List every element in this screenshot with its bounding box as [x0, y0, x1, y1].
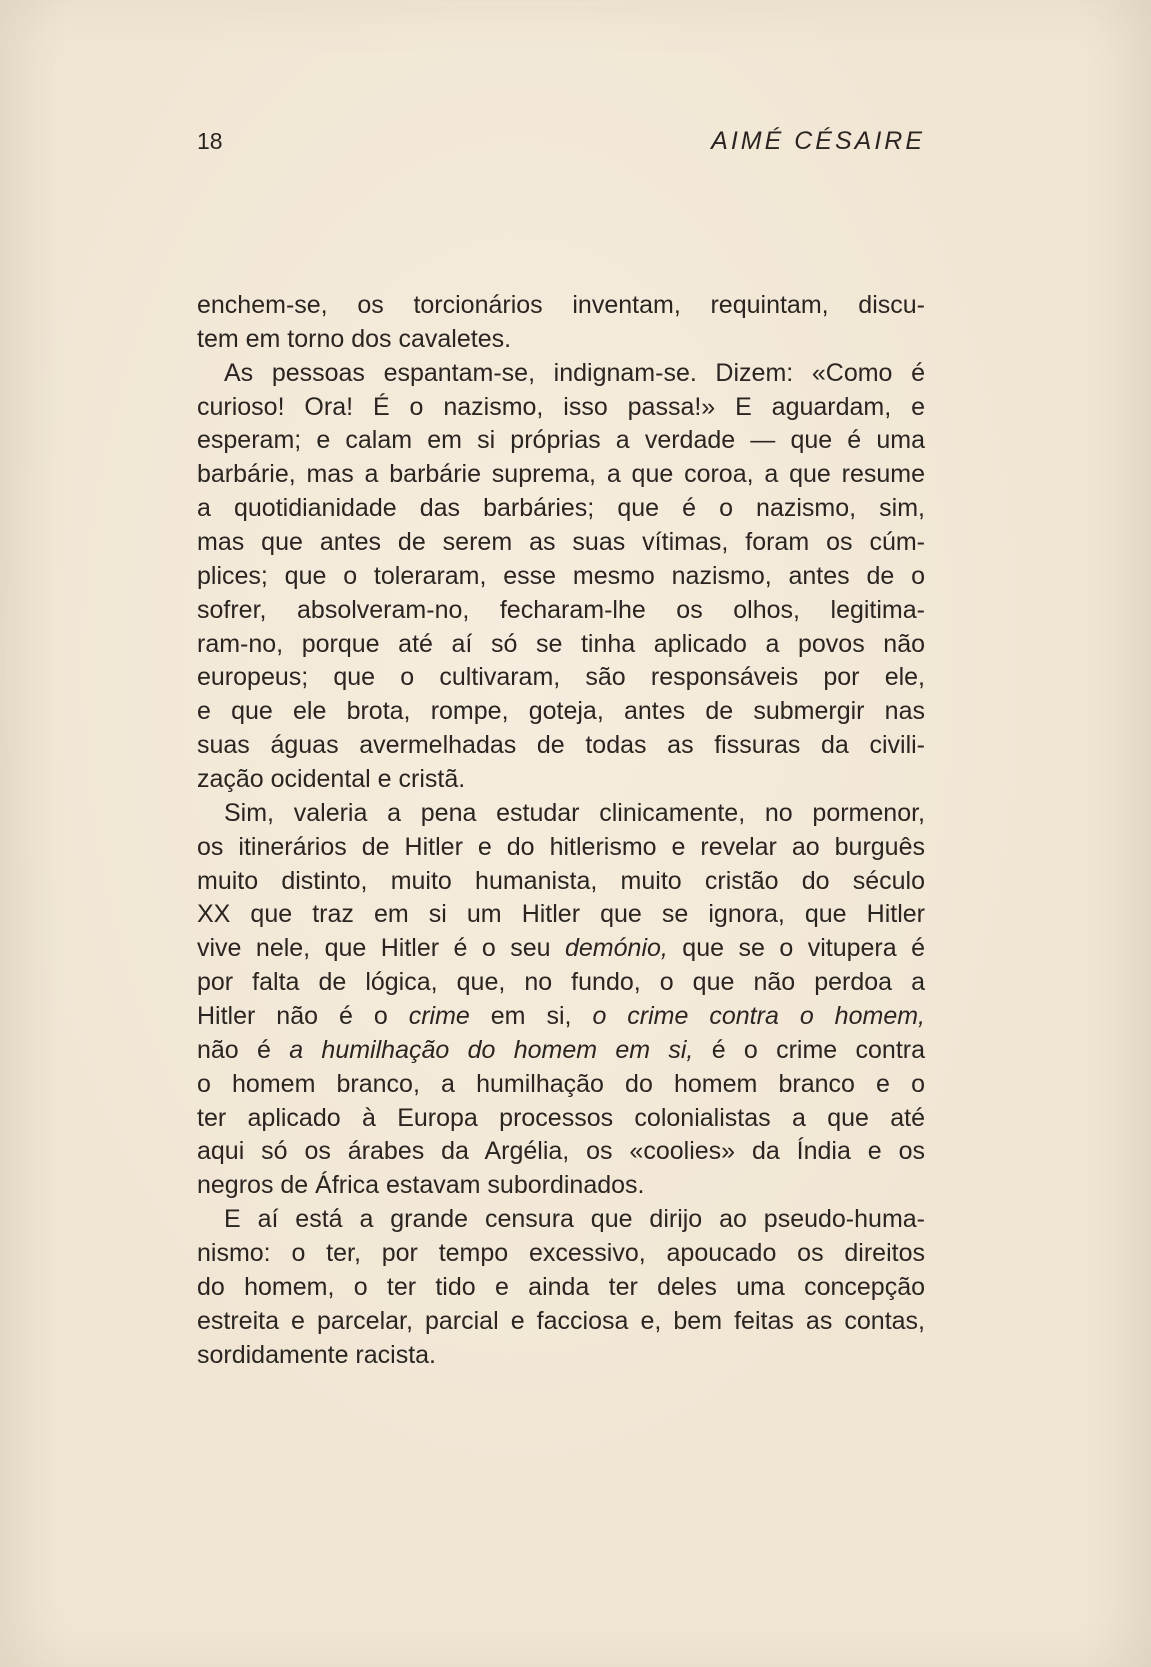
text-segment: em si, — [469, 1002, 593, 1031]
text-line: aqui só os árabes da Argélia, os «coolies» da Índia e os — [197, 1137, 925, 1166]
text-line: e que ele brota, rompe, goteja, antes de submergir nas — [197, 697, 925, 726]
text-segment: é o crime contra — [693, 1035, 925, 1064]
text-line — [197, 1000, 925, 1034]
text-line: estreita e parcelar, parcial e facciosa e, bem feitas as contas, — [197, 1306, 925, 1335]
text-line: o homem branco, a humilhação do homem branco e o — [197, 1069, 925, 1098]
text-segment: não é — [197, 1035, 290, 1064]
text-segment: Hitler não é o — [197, 1002, 409, 1031]
running-head-author: AIMÉ CÉSAIRE — [711, 127, 925, 155]
text-line: enchem-se, os torcionários inventam, requintam, discu- — [197, 291, 925, 319]
text-line: negros de África estavam subordinados. — [197, 1171, 645, 1200]
paragraph — [197, 357, 925, 797]
text-line: zação ocidental e cristã. — [197, 765, 466, 794]
paragraph — [197, 797, 925, 1203]
text-line: a quotidianidade das barbáries; que é o nazismo, sim, — [197, 494, 925, 523]
text-line: ram-no, porque até aí só se tinha aplicado a povos não — [197, 629, 925, 658]
paragraph — [197, 289, 925, 357]
text-line: por falta de lógica, que, no fundo, o que não perdoa a — [197, 968, 925, 997]
text-line: muito distinto, muito humanista, muito cristão do século — [197, 866, 925, 895]
text-line: mas que antes de serem as suas vítimas, foram os cúm- — [197, 528, 925, 557]
emphasis-text: demónio, — [565, 934, 668, 963]
text-line: nismo: o ter, por tempo excessivo, apoucado os direitos — [197, 1239, 925, 1268]
text-line: esperam; e calam em si próprias a verdade — que é uma — [197, 426, 925, 455]
body-text — [197, 289, 925, 1373]
text-line: do homem, o ter tido e ainda ter deles uma concepção — [197, 1272, 925, 1301]
page-number: 18 — [197, 128, 223, 154]
emphasis-text: crime — [408, 1002, 470, 1031]
text-line: tem em torno dos cavaletes. — [197, 324, 512, 353]
text-line: curioso! Ora! É o nazismo, isso passa!» E aguardam, e — [197, 392, 925, 421]
text-line: XX que traz em si um Hitler que se ignora, que Hitler — [197, 900, 925, 929]
text-line: E aí está a grande censura que dirijo ao pseudo-huma- — [224, 1205, 925, 1234]
text-line: suas águas avermelhadas de todas as fissuras da civili- — [197, 731, 925, 760]
text-line: barbárie, mas a barbárie suprema, a que coroa, a que resume — [197, 460, 925, 489]
text-line: As pessoas espantam-se, indignam-se. Dizem: «Como é — [224, 358, 925, 387]
text-line: os itinerários de Hitler e do hitlerismo e revelar ao burguês — [197, 832, 925, 861]
emphasis-text: a humilhação do homem em si, — [289, 1035, 694, 1064]
text-line: ter aplicado à Europa processos colonialistas a que até — [197, 1103, 925, 1132]
text-segment: vive nele, que Hitler é o seu — [197, 934, 565, 963]
text-line: sordidamente racista. — [197, 1340, 437, 1369]
emphasis-text: o crime contra o homem, — [592, 1002, 925, 1031]
text-line: sofrer, absolveram-no, fecharam-lhe os olhos, legitima- — [197, 595, 925, 624]
text-segment: que se o vitupera é — [667, 934, 925, 963]
text-line: Sim, valeria a pena estudar clinicamente, no pormenor, — [224, 798, 925, 827]
text-line — [197, 1034, 925, 1068]
text-line — [197, 932, 925, 966]
text-line: plices; que o toleraram, esse mesmo nazismo, antes de o — [197, 561, 925, 590]
paragraph — [197, 1203, 925, 1372]
text-line: europeus; que o cultivaram, são responsáveis por ele, — [197, 663, 925, 692]
